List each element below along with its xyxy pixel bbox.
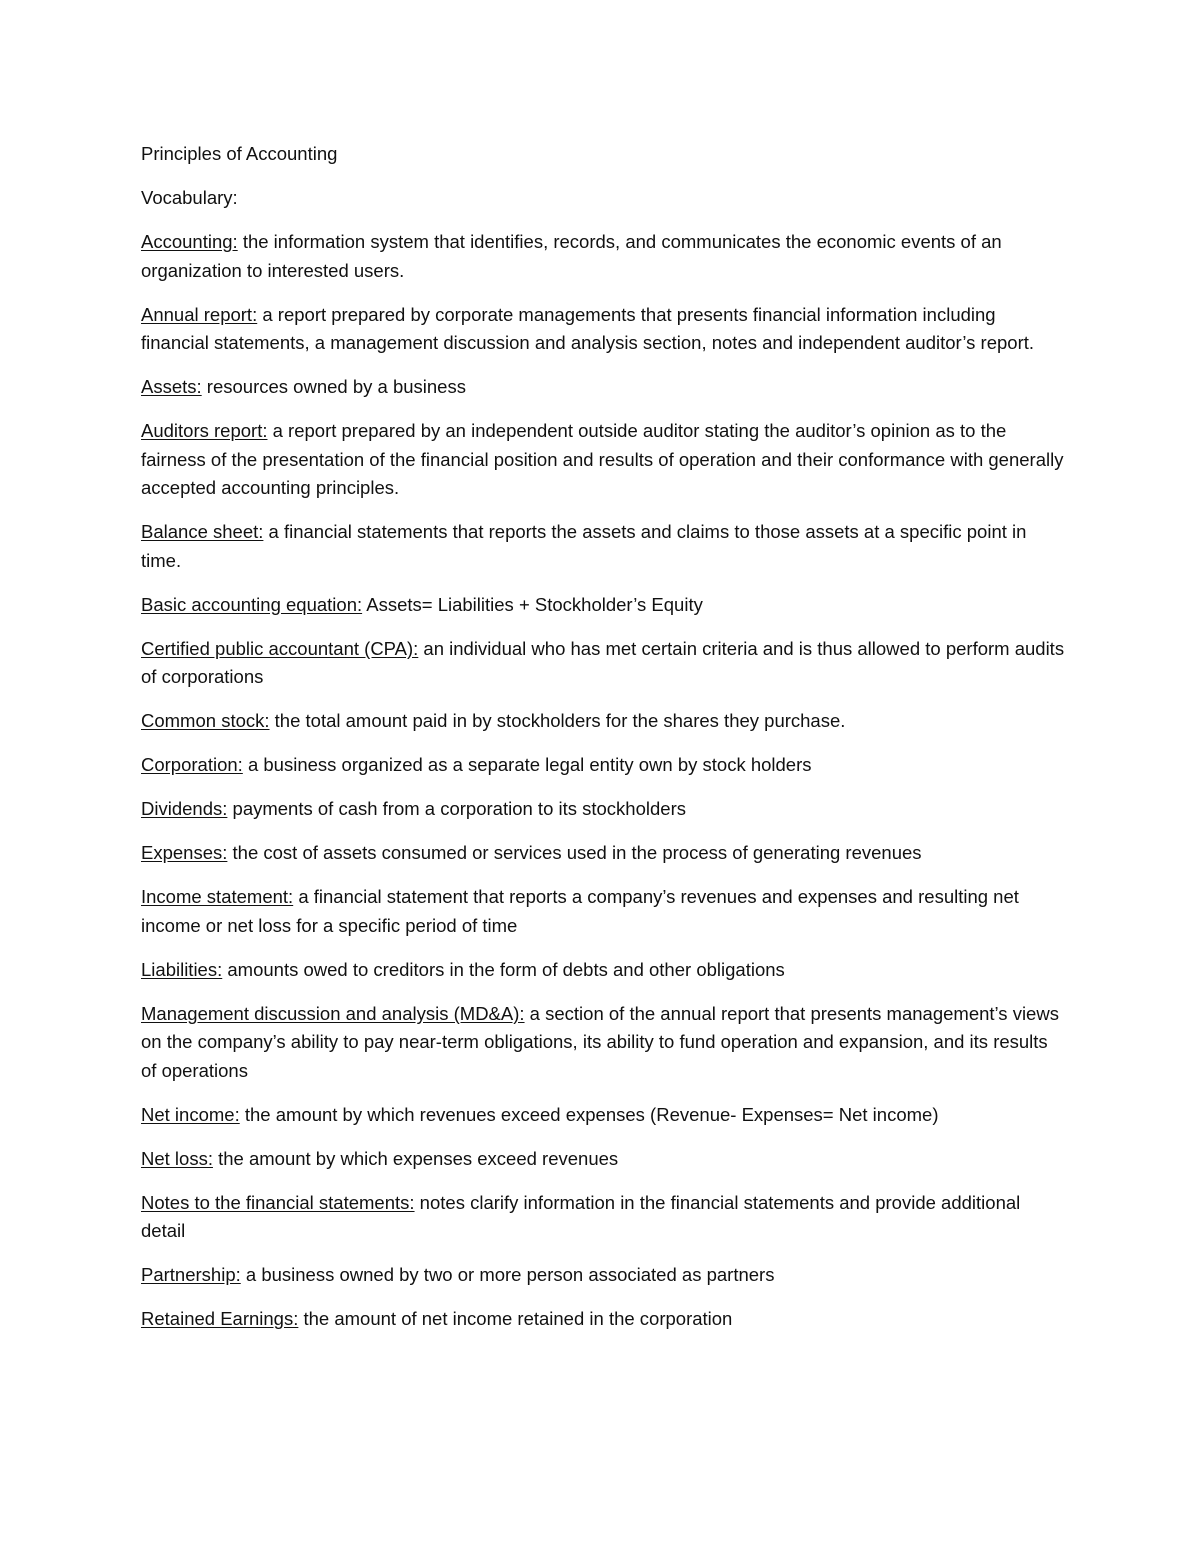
vocab-definition: the amount of net income retained in the corporation [298, 1308, 733, 1329]
vocab-entry-liabilities [141, 956, 1066, 985]
vocab-term: Basic accounting equation: [141, 593, 363, 615]
document-title: Principles of Accounting [141, 143, 338, 164]
vocab-term: Liabilities: [141, 958, 223, 980]
vocab-entry-cpa [141, 635, 1066, 692]
vocab-entry-mdna [141, 1000, 1066, 1086]
vocab-entry-assets [141, 373, 1066, 402]
vocab-definition: the amount by which expenses exceed revenues [212, 1147, 619, 1169]
vocab-term: Retained Earnings: [141, 1308, 299, 1329]
vocab-definition: an individual who has met certain criteria and is thus allowed to perform audits of corporations [141, 637, 1065, 687]
vocab-term: Management discussion and analysis (MD&A): [141, 1002, 525, 1024]
vocab-term: Net loss: [141, 1147, 213, 1169]
vocab-term: Auditors report: [141, 420, 268, 441]
vocab-definition: a financial statements that reports the assets and claims to those assets at a specific point in time. [141, 521, 1027, 571]
vocab-definition: a financial statement that reports a company’s revenues and expenses and resulting net income or net loss for a specific period of time [141, 886, 1019, 936]
vocab-definition: resources owned by a business [201, 376, 466, 397]
vocab-entry-income-statement [141, 883, 1066, 940]
vocab-entry-annual-report [141, 301, 1066, 358]
vocab-entry-balance-sheet [141, 518, 1066, 575]
vocab-term: Notes to the financial statements: [141, 1191, 415, 1213]
vocab-definition: payments of cash from a corporation to its stockholders [227, 798, 686, 819]
vocab-definition: the information system that identifies, records, and communicates the economic events of an organization to interested users. [141, 231, 1002, 281]
vocab-entry-partnership [141, 1261, 1066, 1290]
vocab-definition: the total amount paid in by stockholders for the shares they purchase. [269, 710, 846, 731]
vocab-definition: the amount by which revenues exceed expenses (Revenue- Expenses= Net income) [239, 1103, 939, 1125]
vocab-definition: a business organized as a separate legal entity own by stock holders [242, 754, 812, 775]
vocab-term: Corporation: [141, 754, 243, 775]
vocab-entry-expenses [141, 839, 1066, 868]
vocab-entry-notes-to-financial-statements [141, 1189, 1066, 1246]
vocab-term: Partnership: [141, 1264, 241, 1285]
vocab-term: Certified public accountant (CPA): [141, 637, 419, 659]
vocab-entry-retained-earnings [141, 1305, 1066, 1334]
vocab-term: Assets: [141, 376, 202, 397]
vocab-term: Income statement: [141, 886, 294, 907]
vocab-definition: notes clarify information in the financial statements and provide additional detail [141, 1191, 1021, 1241]
vocab-definition: a report prepared by an independent outside auditor stating the auditor’s opinion as to the fairness of the presentation of the financial position and results of operation and their conformance with generally accepted accounting principles. [141, 420, 1064, 498]
vocab-entry-net-income [141, 1101, 1066, 1130]
vocab-definition: the cost of assets consumed or services used in the process of generating revenues [227, 842, 922, 863]
vocab-entry-auditors-report [141, 417, 1066, 503]
vocab-entry-corporation [141, 751, 1066, 780]
vocab-entry-common-stock [141, 707, 1066, 736]
vocab-entry-dividends [141, 795, 1066, 824]
vocab-definition: a business owned by two or more person associated as partners [240, 1264, 775, 1285]
vocab-definition: a report prepared by corporate managements that presents financial information including financial statements, a management discussion and analysis section, notes and independent auditor’s report. [141, 303, 1035, 353]
vocab-definition: Assets= Liabilities + Stockholder’s Equity [362, 593, 703, 615]
vocab-definition: a section of the annual report that presents management’s views on the company’s ability to pay near-term obligations, its ability to fund operation and expansion, and its results of operations [141, 1002, 1059, 1081]
vocab-term: Balance sheet: [141, 521, 264, 542]
vocab-definition: amounts owed to creditors in the form of debts and other obligations [222, 958, 785, 980]
vocab-term: Dividends: [141, 798, 228, 819]
vocab-entry-accounting [141, 228, 1066, 285]
document-page [141, 140, 1066, 1349]
vocab-term: Accounting: [141, 231, 238, 252]
vocab-term: Annual report: [141, 303, 258, 325]
vocab-term: Net income: [141, 1103, 240, 1125]
vocab-entry-basic-accounting-equation [141, 591, 1066, 620]
vocabulary-heading: Vocabulary: [141, 187, 238, 208]
vocab-term: Expenses: [141, 842, 228, 863]
vocab-entry-net-loss [141, 1145, 1066, 1174]
vocab-term: Common stock: [141, 710, 270, 731]
